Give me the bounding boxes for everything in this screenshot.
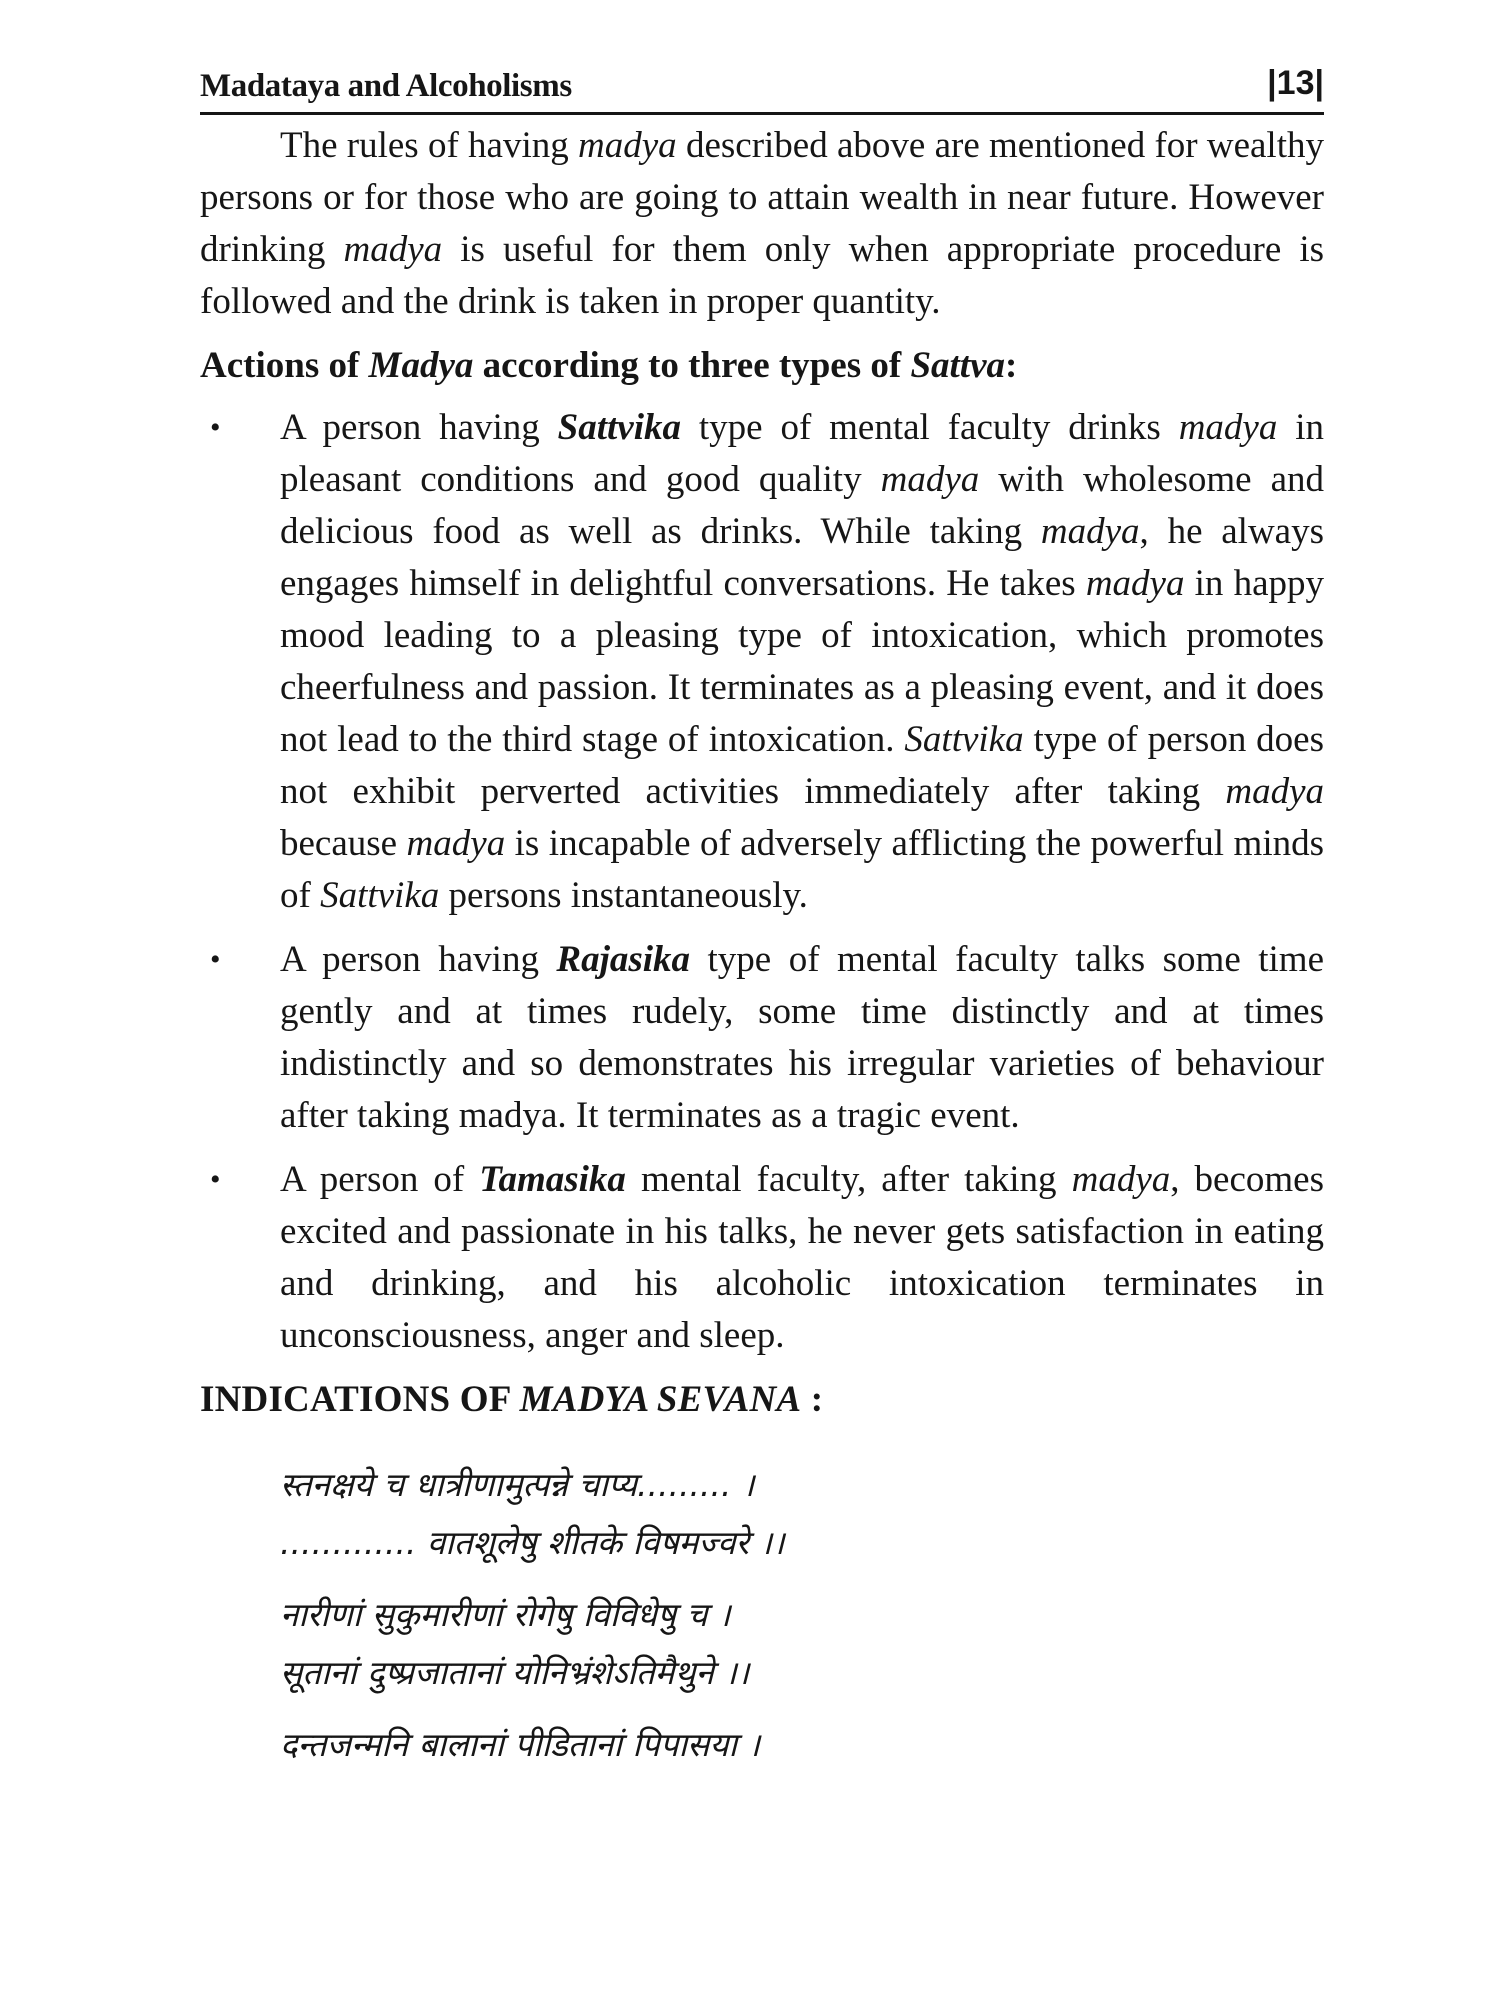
bullet-marker: • [210,411,221,444]
bold-italic-term: Tamasika [479,1159,626,1200]
page-body [200,120,1324,1774]
text-run: , becomes excited and passionate in his talks, he never gets satisfaction in eating and drinking, and his alcoholic intoxication terminates in unconsciousness, anger and sleep. [280,1159,1324,1356]
heading-run: according to three types of [473,345,911,386]
text-run: is useful for them only when appropriate procedure is followed and the drink is taken in proper quantity. [200,229,1324,322]
text-run: A person having [280,939,557,980]
section-heading-actions [200,340,1324,392]
bullet-rajasika [200,934,1324,1142]
text-run: in pleasant conditions and good quality [280,407,1324,500]
sattva-bullet-list [200,402,1324,1362]
italic-term: Sattvika [320,875,440,916]
verse-line: दन्तजन्मनि बालानां पीडितानां पिपासया । [280,1725,761,1764]
text-run: A person of [280,1159,480,1200]
bold-italic-term: Rajasika [556,939,691,980]
italic-term: madya [1071,1159,1171,1200]
heading-italic-term: Sattva [910,345,1005,386]
text-run: , he always engages himself in delightful conversations. He takes [280,511,1325,604]
text-run: described above are mentioned for wealthy persons or for those who are going to attain wealth in near future. However drinking [200,125,1324,270]
bullet-tamasika [200,1154,1324,1362]
bullet-marker: • [210,1163,221,1196]
italic-term: madya [880,459,980,500]
book-page [200,0,1324,2000]
italic-term: madya [406,823,506,864]
heading-italic-term: Madya [368,345,474,386]
heading-run: : [801,1379,824,1420]
verse-line: सूतानां दुष्प्रजातानां योनिभ्रंशेऽतिमैथुने ।। [280,1653,750,1692]
italic-term: madya [1225,771,1324,812]
page-number: |13| [1267,64,1324,102]
italic-term: madya [1085,563,1185,604]
italic-term: madya [578,125,677,166]
italic-term: madya [1040,511,1140,552]
text-run: because [280,823,407,864]
heading-run: INDICATIONS OF [200,1379,520,1420]
verse-gap [280,1572,1324,1586]
bullet-sattvika [200,402,1324,922]
verse-line: नारीणां सुकुमारीणां रोगेषु विविधेषु च । [280,1595,731,1634]
intro-paragraph [200,120,1324,328]
verse-line: स्तनक्षये च धात्रीणामुत्पन्ने चाप्य......... । [280,1465,755,1504]
text-run: in happy mood leading to a pleasing type of intoxication, which promotes cheerfulness and passion. It terminates as a pleasing event, and it does not lead to the third stage of intoxication. [280,563,1325,760]
page-header [200,58,1324,115]
text-run: The rules of having [280,125,579,166]
text-run: type of mental faculty talks some time gently and at times rudely, some time distinctly and at times indistinctly and so demonstrates his irregular varieties of behaviour after taking madya. It terminates as a tragic event. [280,939,1324,1136]
verse-gap [280,1702,1324,1716]
verse-line: ............. वातशूलेषु शीतके विषमज्वरे ।। [280,1523,785,1562]
text-run: persons instantaneously. [439,875,808,916]
italic-term: Sattvika [904,719,1024,760]
heading-run: Actions of [200,345,369,386]
section-heading-indications [200,1374,1324,1426]
text-run: type of person does not exhibit perverted activities immediately after taking [280,719,1324,812]
bullet-marker: • [210,943,221,976]
text-run: A person having [280,407,558,448]
heading-italic-term: MADYA SEVANA [519,1379,802,1420]
bold-italic-term: Sattvika [557,407,681,448]
running-title: Madataya and Alcoholisms [200,68,572,104]
heading-run: : [1005,345,1018,386]
italic-term: madya [1178,407,1278,448]
text-run: with wholesome and delicious food as well as drinks. While taking [280,459,1324,552]
text-run: mental faculty, after taking [625,1159,1072,1200]
italic-term: madya [343,229,443,270]
text-run: type of mental faculty drinks [681,407,1179,448]
sanskrit-verses [280,1456,1324,1774]
text-run: is incapable of adversely afflicting the powerful minds of [280,823,1324,916]
